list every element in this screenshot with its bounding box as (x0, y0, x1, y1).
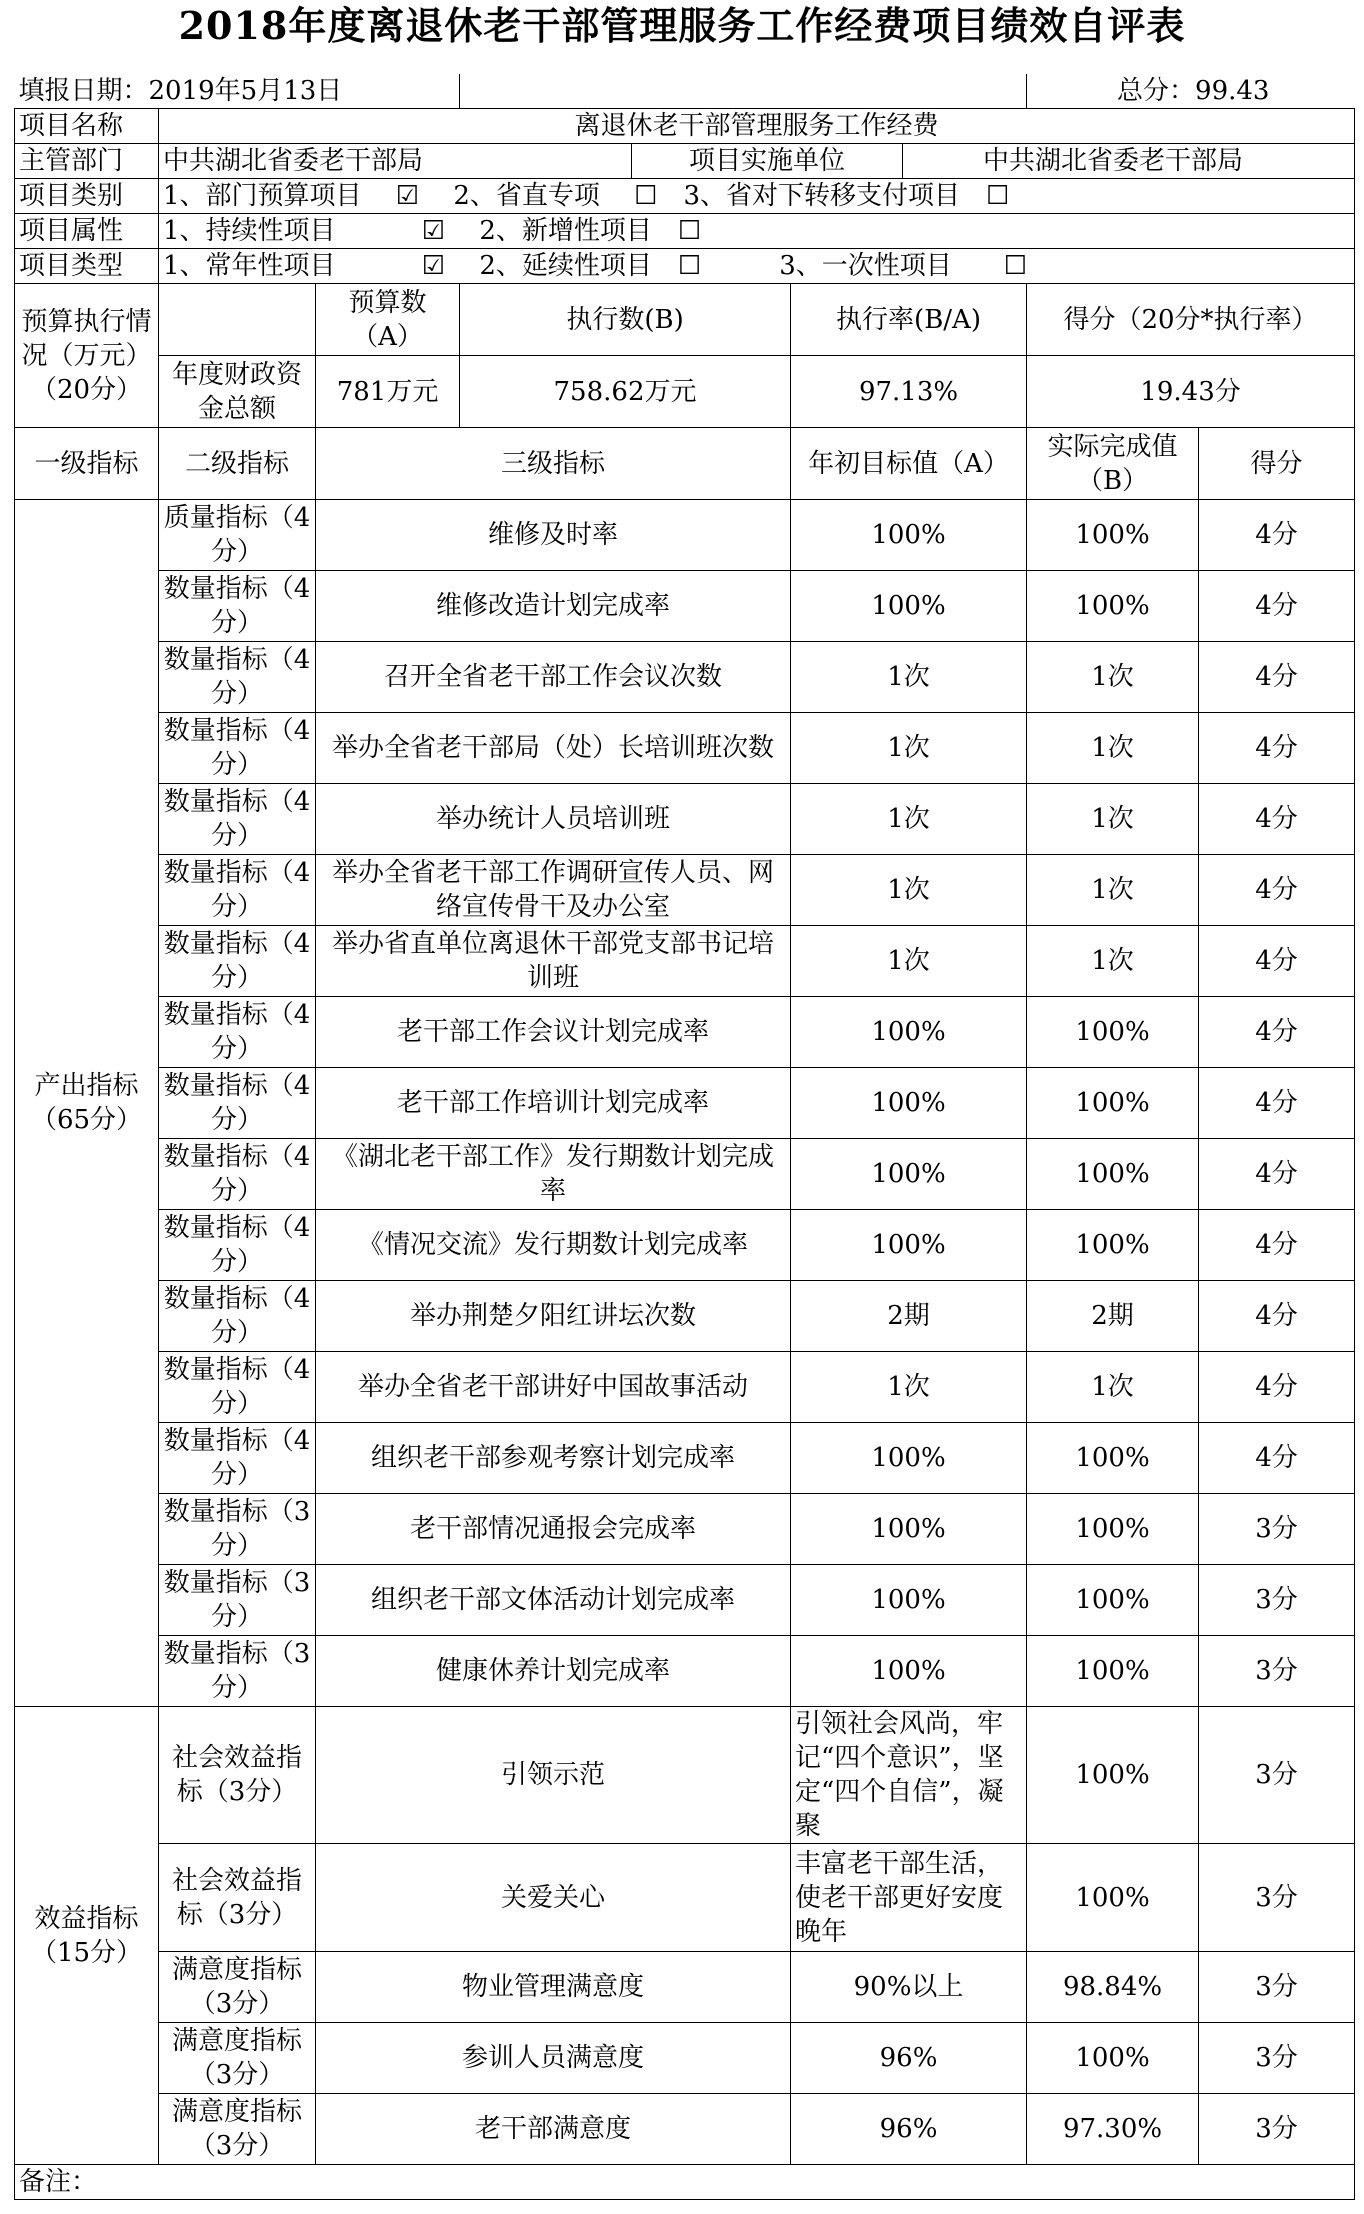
target-cell: 1次 (791, 1352, 1027, 1423)
level2-cell: 满意度指标（3分） (159, 2094, 316, 2165)
score-cell: 3分 (1199, 2023, 1355, 2094)
level2-cell: 数量指标（4分） (159, 784, 316, 855)
level3-cell: 维修改造计划完成率 (316, 571, 791, 642)
table-row (15, 855, 1355, 926)
actual-header: 实际完成值（B） (1027, 428, 1199, 500)
actual-cell: 1次 (1027, 855, 1199, 926)
score-cell: 4分 (1199, 1352, 1355, 1423)
level3-cell: 老干部工作培训计划完成率 (316, 1068, 791, 1139)
actual-cell: 98.84% (1027, 1952, 1199, 2023)
target-cell: 100% (791, 571, 1027, 642)
level2-cell: 数量指标（3分） (159, 1636, 316, 1707)
blank-cell (159, 284, 316, 356)
target-cell: 1次 (791, 926, 1027, 997)
target-header: 年初目标值（A） (791, 428, 1027, 500)
actual-cell: 100% (1027, 571, 1199, 642)
target-cell: 100% (791, 1636, 1027, 1707)
level3-cell: 组织老干部文体活动计划完成率 (316, 1565, 791, 1636)
table-row (15, 1636, 1355, 1707)
level3-cell: 组织老干部参观考察计划完成率 (316, 1423, 791, 1494)
target-cell: 100% (791, 1068, 1027, 1139)
score-cell: 4分 (1199, 1068, 1355, 1139)
level2-cell: 数量指标（4分） (159, 642, 316, 713)
type-label: 项目类型 (15, 249, 159, 284)
actual-cell: 100% (1027, 997, 1199, 1068)
attr-options: 1、持续性项目 ☑ 2、新增性项目 ☐ (159, 214, 1355, 249)
table-row (15, 1139, 1355, 1210)
remark-label: 备注： (15, 2165, 1355, 2200)
level2-header: 二级指标 (159, 428, 316, 500)
target-cell: 100% (791, 997, 1027, 1068)
table-row (15, 1210, 1355, 1281)
level2-cell: 数量指标（4分） (159, 926, 316, 997)
target-cell: 100% (791, 1210, 1027, 1281)
dept-label: 主管部门 (15, 144, 159, 179)
actual-cell: 100% (1027, 500, 1199, 571)
table-row (15, 926, 1355, 997)
score-cell: 3分 (1199, 1707, 1355, 1844)
target-cell: 100% (791, 1423, 1027, 1494)
level2-cell: 数量指标（4分） (159, 1352, 316, 1423)
level2-cell: 社会效益指标（3分） (159, 1844, 316, 1952)
level1-header: 一级指标 (15, 428, 159, 500)
level3-cell: 物业管理满意度 (316, 1952, 791, 2023)
target-cell: 100% (791, 1565, 1027, 1636)
actual-cell: 100% (1027, 1707, 1199, 1844)
score-cell: 4分 (1199, 1423, 1355, 1494)
actual-cell: 1次 (1027, 926, 1199, 997)
project-name: 离退休老干部管理服务工作经费 (159, 109, 1355, 144)
target-cell: 100% (791, 1139, 1027, 1210)
score-cell: 3分 (1199, 1565, 1355, 1636)
target-cell: 引领社会风尚，牢记“四个意识”，坚定“四个自信”，凝聚 (791, 1707, 1027, 1844)
budget-score-header: 得分（20分*执行率） (1027, 284, 1355, 356)
impl-label: 项目实施单位 (632, 144, 903, 179)
table-row (15, 1494, 1355, 1565)
level3-cell: 举办全省老干部工作调研宣传人员、网络宣传骨干及办公室 (316, 855, 791, 926)
actual-cell: 100% (1027, 1494, 1199, 1565)
score-cell: 4分 (1199, 1139, 1355, 1210)
category-label: 项目类别 (15, 179, 159, 214)
budget-value: 781万元 (316, 356, 460, 428)
target-cell: 2期 (791, 1281, 1027, 1352)
table-row (15, 1352, 1355, 1423)
level3-cell: 老干部情况通报会完成率 (316, 1494, 791, 1565)
actual-cell: 100% (1027, 2023, 1199, 2094)
level2-cell: 质量指标（4分） (159, 500, 316, 571)
target-cell: 100% (791, 500, 1027, 571)
level3-cell: 《情况交流》发行期数计划完成率 (316, 1210, 791, 1281)
table-row (15, 1068, 1355, 1139)
target-cell: 1次 (791, 642, 1027, 713)
target-cell: 100% (791, 1494, 1027, 1565)
level3-cell: 举办省直单位离退休干部党支部书记培训班 (316, 926, 791, 997)
table-row (15, 1565, 1355, 1636)
actual-cell: 97.30% (1027, 2094, 1199, 2165)
level3-cell: 召开全省老干部工作会议次数 (316, 642, 791, 713)
level3-cell: 参训人员满意度 (316, 2023, 791, 2094)
actual-cell: 1次 (1027, 784, 1199, 855)
level2-cell: 数量指标（4分） (159, 571, 316, 642)
budget-label: 预算执行情况（万元）（20分） (15, 284, 159, 428)
level2-cell: 数量指标（4分） (159, 1139, 316, 1210)
budget-header: 预算数（A） (316, 284, 460, 356)
score-cell: 3分 (1199, 1494, 1355, 1565)
target-cell: 90%以上 (791, 1952, 1027, 2023)
table-row (15, 571, 1355, 642)
level3-cell: 《湖北老干部工作》发行期数计划完成率 (316, 1139, 791, 1210)
score-cell: 4分 (1199, 855, 1355, 926)
level3-cell: 老干部工作会议计划完成率 (316, 997, 791, 1068)
level3-header: 三级指标 (316, 428, 791, 500)
output-indicator-label: 产出指标（65分） (15, 500, 159, 1707)
level3-cell: 老干部满意度 (316, 2094, 791, 2165)
rate-header: 执行率(B/A) (791, 284, 1027, 356)
exec-header: 执行数(B) (460, 284, 791, 356)
form-title: 2018年度离退休老干部管理服务工作经费项目绩效自评表 (178, 3, 1186, 48)
budget-score-value: 19.43分 (1027, 356, 1355, 428)
category-options: 1、部门预算项目 ☑ 2、省直专项 ☐ 3、省对下转移支付项目 ☐ (159, 179, 1355, 214)
score-cell: 4分 (1199, 500, 1355, 571)
dept-value: 中共湖北省委老干部局 (159, 144, 632, 179)
table-row (15, 642, 1355, 713)
rate-value: 97.13% (791, 356, 1027, 428)
score-cell: 4分 (1199, 571, 1355, 642)
project-name-label: 项目名称 (15, 109, 159, 144)
level2-cell: 社会效益指标（3分） (159, 1707, 316, 1844)
target-cell: 96% (791, 2023, 1027, 2094)
impl-value: 中共湖北省委老干部局 (903, 144, 1355, 179)
level3-cell: 举办统计人员培训班 (316, 784, 791, 855)
level2-cell: 数量指标（3分） (159, 1494, 316, 1565)
exec-value: 758.62万元 (460, 356, 791, 428)
level3-cell: 健康休养计划完成率 (316, 1636, 791, 1707)
actual-cell: 100% (1027, 1139, 1199, 1210)
fill-date: 填报日期：2019年5月13日 (15, 74, 460, 109)
level2-cell: 数量指标（4分） (159, 1210, 316, 1281)
score-cell: 3分 (1199, 2094, 1355, 2165)
actual-cell: 100% (1027, 1844, 1199, 1952)
benefit-indicator-label: 效益指标（15分） (15, 1707, 159, 2165)
level3-cell: 关爱关心 (316, 1844, 791, 1952)
remark-row (15, 2165, 1355, 2200)
score-cell: 4分 (1199, 997, 1355, 1068)
table-row (15, 1423, 1355, 1494)
score-cell: 4分 (1199, 642, 1355, 713)
actual-cell: 100% (1027, 1068, 1199, 1139)
level3-cell: 举办荆楚夕阳红讲坛次数 (316, 1281, 791, 1352)
blank-cell (460, 74, 1027, 109)
table-row (15, 1952, 1355, 2023)
level3-cell: 举办全省老干部局（处）长培训班次数 (316, 713, 791, 784)
score-header: 得分 (1199, 428, 1355, 500)
table-row (15, 713, 1355, 784)
score-cell: 4分 (1199, 784, 1355, 855)
table-row (15, 2023, 1355, 2094)
target-cell: 1次 (791, 784, 1027, 855)
score-cell: 3分 (1199, 1844, 1355, 1952)
table-row (15, 784, 1355, 855)
score-cell: 4分 (1199, 926, 1355, 997)
evaluation-table (14, 74, 1355, 2200)
fund-total-label: 年度财政资金总额 (159, 356, 316, 428)
actual-cell: 100% (1027, 1565, 1199, 1636)
score-cell: 4分 (1199, 1210, 1355, 1281)
table-row (15, 1707, 1355, 1844)
target-cell: 1次 (791, 855, 1027, 926)
level2-cell: 数量指标（4分） (159, 855, 316, 926)
actual-cell: 100% (1027, 1423, 1199, 1494)
table-row (15, 1281, 1355, 1352)
actual-cell: 1次 (1027, 1352, 1199, 1423)
actual-cell: 100% (1027, 1210, 1199, 1281)
score-cell: 3分 (1199, 1952, 1355, 2023)
type-options: 1、常年性项目 ☑ 2、延续性项目 ☐ 3、一次性项目 ☐ (159, 249, 1355, 284)
level2-cell: 满意度指标（3分） (159, 1952, 316, 2023)
score-cell: 4分 (1199, 1281, 1355, 1352)
level2-cell: 数量指标（3分） (159, 1565, 316, 1636)
total-score: 总分：99.43 (1027, 74, 1355, 109)
actual-cell: 1次 (1027, 642, 1199, 713)
score-cell: 3分 (1199, 1636, 1355, 1707)
table-row (15, 997, 1355, 1068)
actual-cell: 100% (1027, 1636, 1199, 1707)
level2-cell: 满意度指标（3分） (159, 2023, 316, 2094)
table-row (15, 2094, 1355, 2165)
target-cell: 96% (791, 2094, 1027, 2165)
actual-cell: 2期 (1027, 1281, 1199, 1352)
attr-label: 项目属性 (15, 214, 159, 249)
level2-cell: 数量指标（4分） (159, 1068, 316, 1139)
level2-cell: 数量指标（4分） (159, 713, 316, 784)
level2-cell: 数量指标（4分） (159, 997, 316, 1068)
level2-cell: 数量指标（4分） (159, 1281, 316, 1352)
level2-cell: 数量指标（4分） (159, 1423, 316, 1494)
table-row (15, 500, 1355, 571)
level3-cell: 举办全省老干部讲好中国故事活动 (316, 1352, 791, 1423)
score-cell: 4分 (1199, 713, 1355, 784)
level3-cell: 引领示范 (316, 1707, 791, 1844)
target-cell: 丰富老干部生活，使老干部更好安度晚年 (791, 1844, 1027, 1952)
actual-cell: 1次 (1027, 713, 1199, 784)
target-cell: 1次 (791, 713, 1027, 784)
table-row (15, 1844, 1355, 1952)
level3-cell: 维修及时率 (316, 500, 791, 571)
